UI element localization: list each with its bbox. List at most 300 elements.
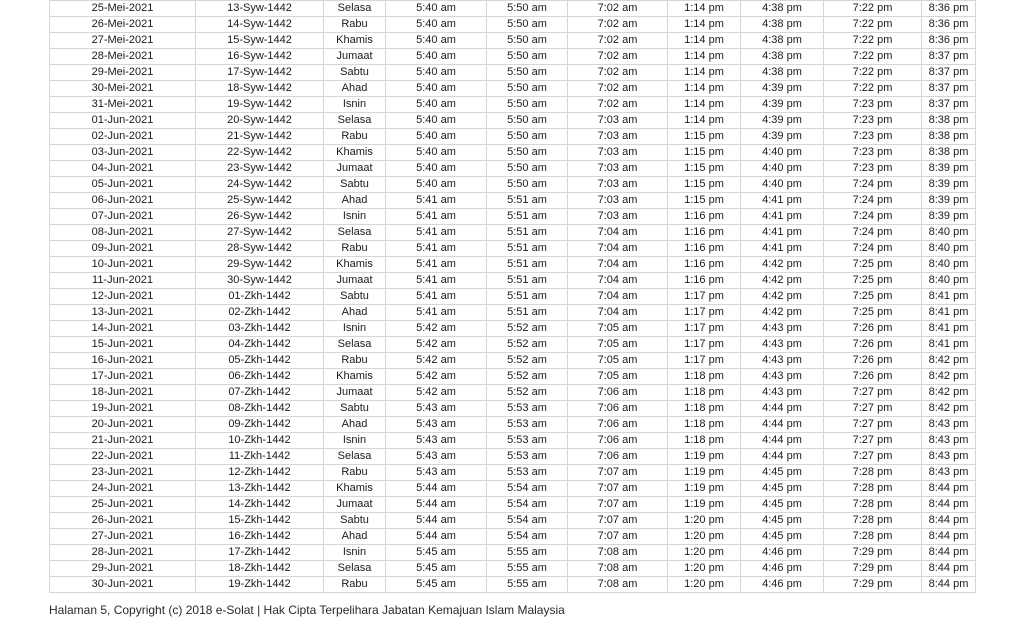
maghrib-time-cell: 7:29 pm (824, 577, 922, 593)
syuruk-time-cell: 7:04 am (568, 225, 668, 241)
table-row (50, 529, 976, 545)
zohor-time-cell: 1:14 pm (668, 33, 741, 49)
maghrib-time-cell: 7:22 pm (824, 65, 922, 81)
imsak-time-cell: 5:41 am (386, 209, 487, 225)
imsak-time-cell: 5:40 am (386, 65, 487, 81)
day-cell: Rabu (324, 465, 386, 481)
table-row (50, 1, 976, 17)
subuh-time-cell: 5:54 am (487, 481, 568, 497)
table-row (50, 193, 976, 209)
day-cell: Isnin (324, 209, 386, 225)
day-cell: Rabu (324, 129, 386, 145)
isyak-time-cell: 8:44 pm (922, 561, 976, 577)
zohor-time-cell: 1:14 pm (668, 17, 741, 33)
zohor-time-cell: 1:17 pm (668, 353, 741, 369)
table-row (50, 257, 976, 273)
gregorian-date-cell: 14-Jun-2021 (50, 321, 196, 337)
isyak-time-cell: 8:38 pm (922, 113, 976, 129)
maghrib-time-cell: 7:26 pm (824, 369, 922, 385)
day-cell: Jumaat (324, 497, 386, 513)
zohor-time-cell: 1:18 pm (668, 369, 741, 385)
table-row (50, 369, 976, 385)
imsak-time-cell: 5:40 am (386, 81, 487, 97)
zohor-time-cell: 1:16 pm (668, 225, 741, 241)
hijri-date-cell: 27-Syw-1442 (196, 225, 324, 241)
gregorian-date-cell: 28-Jun-2021 (50, 545, 196, 561)
maghrib-time-cell: 7:26 pm (824, 353, 922, 369)
gregorian-date-cell: 13-Jun-2021 (50, 305, 196, 321)
isyak-time-cell: 8:38 pm (922, 129, 976, 145)
day-cell: Khamis (324, 257, 386, 273)
maghrib-time-cell: 7:22 pm (824, 17, 922, 33)
table-row (50, 385, 976, 401)
subuh-time-cell: 5:50 am (487, 17, 568, 33)
table-row (50, 305, 976, 321)
asar-time-cell: 4:40 pm (741, 177, 824, 193)
subuh-time-cell: 5:51 am (487, 241, 568, 257)
subuh-time-cell: 5:52 am (487, 385, 568, 401)
syuruk-time-cell: 7:07 am (568, 481, 668, 497)
isyak-time-cell: 8:44 pm (922, 545, 976, 561)
hijri-date-cell: 19-Syw-1442 (196, 97, 324, 113)
zohor-time-cell: 1:14 pm (668, 97, 741, 113)
table-row (50, 145, 976, 161)
hijri-date-cell: 14-Syw-1442 (196, 17, 324, 33)
gregorian-date-cell: 29-Jun-2021 (50, 561, 196, 577)
maghrib-time-cell: 7:24 pm (824, 225, 922, 241)
asar-time-cell: 4:41 pm (741, 209, 824, 225)
day-cell: Khamis (324, 369, 386, 385)
subuh-time-cell: 5:53 am (487, 449, 568, 465)
table-row (50, 337, 976, 353)
zohor-time-cell: 1:16 pm (668, 209, 741, 225)
syuruk-time-cell: 7:02 am (568, 49, 668, 65)
hijri-date-cell: 25-Syw-1442 (196, 193, 324, 209)
day-cell: Selasa (324, 561, 386, 577)
subuh-time-cell: 5:53 am (487, 417, 568, 433)
zohor-time-cell: 1:20 pm (668, 529, 741, 545)
syuruk-time-cell: 7:06 am (568, 433, 668, 449)
gregorian-date-cell: 04-Jun-2021 (50, 161, 196, 177)
isyak-time-cell: 8:39 pm (922, 161, 976, 177)
asar-time-cell: 4:44 pm (741, 433, 824, 449)
gregorian-date-cell: 08-Jun-2021 (50, 225, 196, 241)
syuruk-time-cell: 7:05 am (568, 353, 668, 369)
asar-time-cell: 4:42 pm (741, 257, 824, 273)
imsak-time-cell: 5:40 am (386, 49, 487, 65)
syuruk-time-cell: 7:05 am (568, 321, 668, 337)
zohor-time-cell: 1:14 pm (668, 81, 741, 97)
maghrib-time-cell: 7:23 pm (824, 161, 922, 177)
zohor-time-cell: 1:15 pm (668, 129, 741, 145)
gregorian-date-cell: 10-Jun-2021 (50, 257, 196, 273)
isyak-time-cell: 8:44 pm (922, 497, 976, 513)
zohor-time-cell: 1:15 pm (668, 161, 741, 177)
zohor-time-cell: 1:17 pm (668, 305, 741, 321)
day-cell: Selasa (324, 337, 386, 353)
maghrib-time-cell: 7:24 pm (824, 177, 922, 193)
imsak-time-cell: 5:40 am (386, 161, 487, 177)
syuruk-time-cell: 7:07 am (568, 513, 668, 529)
zohor-time-cell: 1:18 pm (668, 417, 741, 433)
imsak-time-cell: 5:40 am (386, 129, 487, 145)
zohor-time-cell: 1:18 pm (668, 385, 741, 401)
gregorian-date-cell: 12-Jun-2021 (50, 289, 196, 305)
asar-time-cell: 4:39 pm (741, 81, 824, 97)
zohor-time-cell: 1:16 pm (668, 241, 741, 257)
maghrib-time-cell: 7:23 pm (824, 97, 922, 113)
table-row (50, 481, 976, 497)
zohor-time-cell: 1:20 pm (668, 577, 741, 593)
isyak-time-cell: 8:42 pm (922, 401, 976, 417)
hijri-date-cell: 08-Zkh-1442 (196, 401, 324, 417)
imsak-time-cell: 5:43 am (386, 449, 487, 465)
subuh-time-cell: 5:51 am (487, 273, 568, 289)
syuruk-time-cell: 7:03 am (568, 161, 668, 177)
asar-time-cell: 4:45 pm (741, 513, 824, 529)
maghrib-time-cell: 7:26 pm (824, 321, 922, 337)
day-cell: Rabu (324, 17, 386, 33)
imsak-time-cell: 5:44 am (386, 513, 487, 529)
asar-time-cell: 4:40 pm (741, 145, 824, 161)
day-cell: Selasa (324, 113, 386, 129)
isyak-time-cell: 8:37 pm (922, 81, 976, 97)
asar-time-cell: 4:42 pm (741, 305, 824, 321)
maghrib-time-cell: 7:22 pm (824, 49, 922, 65)
asar-time-cell: 4:42 pm (741, 273, 824, 289)
syuruk-time-cell: 7:07 am (568, 529, 668, 545)
table-row (50, 561, 976, 577)
hijri-date-cell: 20-Syw-1442 (196, 113, 324, 129)
syuruk-time-cell: 7:06 am (568, 417, 668, 433)
table-row (50, 289, 976, 305)
syuruk-time-cell: 7:06 am (568, 449, 668, 465)
subuh-time-cell: 5:50 am (487, 129, 568, 145)
gregorian-date-cell: 17-Jun-2021 (50, 369, 196, 385)
imsak-time-cell: 5:43 am (386, 465, 487, 481)
day-cell: Isnin (324, 433, 386, 449)
imsak-time-cell: 5:41 am (386, 257, 487, 273)
subuh-time-cell: 5:51 am (487, 289, 568, 305)
syuruk-time-cell: 7:04 am (568, 241, 668, 257)
asar-time-cell: 4:39 pm (741, 129, 824, 145)
day-cell: Isnin (324, 97, 386, 113)
asar-time-cell: 4:41 pm (741, 193, 824, 209)
maghrib-time-cell: 7:24 pm (824, 209, 922, 225)
syuruk-time-cell: 7:02 am (568, 33, 668, 49)
maghrib-time-cell: 7:22 pm (824, 1, 922, 17)
hijri-date-cell: 16-Zkh-1442 (196, 529, 324, 545)
syuruk-time-cell: 7:02 am (568, 81, 668, 97)
imsak-time-cell: 5:41 am (386, 225, 487, 241)
prayer-times-table (49, 0, 976, 593)
table-row (50, 321, 976, 337)
syuruk-time-cell: 7:03 am (568, 145, 668, 161)
table-row (50, 273, 976, 289)
imsak-time-cell: 5:44 am (386, 529, 487, 545)
maghrib-time-cell: 7:28 pm (824, 465, 922, 481)
day-cell: Isnin (324, 321, 386, 337)
subuh-time-cell: 5:50 am (487, 145, 568, 161)
day-cell: Khamis (324, 145, 386, 161)
hijri-date-cell: 07-Zkh-1442 (196, 385, 324, 401)
hijri-date-cell: 03-Zkh-1442 (196, 321, 324, 337)
hijri-date-cell: 18-Zkh-1442 (196, 561, 324, 577)
gregorian-date-cell: 05-Jun-2021 (50, 177, 196, 193)
gregorian-date-cell: 16-Jun-2021 (50, 353, 196, 369)
asar-time-cell: 4:38 pm (741, 17, 824, 33)
imsak-time-cell: 5:43 am (386, 417, 487, 433)
maghrib-time-cell: 7:27 pm (824, 417, 922, 433)
maghrib-time-cell: 7:29 pm (824, 561, 922, 577)
zohor-time-cell: 1:17 pm (668, 321, 741, 337)
hijri-date-cell: 19-Zkh-1442 (196, 577, 324, 593)
gregorian-date-cell: 23-Jun-2021 (50, 465, 196, 481)
asar-time-cell: 4:38 pm (741, 1, 824, 17)
syuruk-time-cell: 7:02 am (568, 97, 668, 113)
imsak-time-cell: 5:40 am (386, 145, 487, 161)
isyak-time-cell: 8:41 pm (922, 321, 976, 337)
zohor-time-cell: 1:18 pm (668, 433, 741, 449)
maghrib-time-cell: 7:29 pm (824, 545, 922, 561)
isyak-time-cell: 8:40 pm (922, 241, 976, 257)
imsak-time-cell: 5:40 am (386, 97, 487, 113)
table-row (50, 49, 976, 65)
table-row (50, 465, 976, 481)
table-row (50, 577, 976, 593)
hijri-date-cell: 17-Zkh-1442 (196, 545, 324, 561)
table-row (50, 353, 976, 369)
day-cell: Sabtu (324, 289, 386, 305)
isyak-time-cell: 8:43 pm (922, 417, 976, 433)
zohor-time-cell: 1:19 pm (668, 481, 741, 497)
table-row (50, 129, 976, 145)
asar-time-cell: 4:39 pm (741, 113, 824, 129)
table-row (50, 81, 976, 97)
hijri-date-cell: 28-Syw-1442 (196, 241, 324, 257)
isyak-time-cell: 8:42 pm (922, 353, 976, 369)
maghrib-time-cell: 7:27 pm (824, 433, 922, 449)
hijri-date-cell: 15-Syw-1442 (196, 33, 324, 49)
isyak-time-cell: 8:41 pm (922, 289, 976, 305)
syuruk-time-cell: 7:05 am (568, 337, 668, 353)
subuh-time-cell: 5:52 am (487, 337, 568, 353)
day-cell: Ahad (324, 305, 386, 321)
asar-time-cell: 4:44 pm (741, 417, 824, 433)
isyak-time-cell: 8:44 pm (922, 513, 976, 529)
isyak-time-cell: 8:40 pm (922, 273, 976, 289)
maghrib-time-cell: 7:27 pm (824, 449, 922, 465)
table-row (50, 113, 976, 129)
gregorian-date-cell: 03-Jun-2021 (50, 145, 196, 161)
maghrib-time-cell: 7:28 pm (824, 497, 922, 513)
syuruk-time-cell: 7:03 am (568, 177, 668, 193)
day-cell: Khamis (324, 33, 386, 49)
syuruk-time-cell: 7:08 am (568, 577, 668, 593)
subuh-time-cell: 5:51 am (487, 209, 568, 225)
maghrib-time-cell: 7:25 pm (824, 257, 922, 273)
syuruk-time-cell: 7:08 am (568, 545, 668, 561)
syuruk-time-cell: 7:03 am (568, 113, 668, 129)
subuh-time-cell: 5:51 am (487, 225, 568, 241)
day-cell: Isnin (324, 545, 386, 561)
table-row (50, 513, 976, 529)
imsak-time-cell: 5:41 am (386, 273, 487, 289)
gregorian-date-cell: 28-Mei-2021 (50, 49, 196, 65)
day-cell: Sabtu (324, 65, 386, 81)
maghrib-time-cell: 7:28 pm (824, 481, 922, 497)
hijri-date-cell: 24-Syw-1442 (196, 177, 324, 193)
zohor-time-cell: 1:14 pm (668, 1, 741, 17)
day-cell: Jumaat (324, 273, 386, 289)
table-row (50, 433, 976, 449)
isyak-time-cell: 8:40 pm (922, 225, 976, 241)
day-cell: Selasa (324, 449, 386, 465)
day-cell: Sabtu (324, 401, 386, 417)
maghrib-time-cell: 7:22 pm (824, 81, 922, 97)
subuh-time-cell: 5:54 am (487, 529, 568, 545)
gregorian-date-cell: 26-Mei-2021 (50, 17, 196, 33)
imsak-time-cell: 5:41 am (386, 193, 487, 209)
day-cell: Khamis (324, 481, 386, 497)
isyak-time-cell: 8:41 pm (922, 337, 976, 353)
table-row (50, 497, 976, 513)
subuh-time-cell: 5:51 am (487, 257, 568, 273)
syuruk-time-cell: 7:07 am (568, 497, 668, 513)
asar-time-cell: 4:40 pm (741, 161, 824, 177)
isyak-time-cell: 8:36 pm (922, 17, 976, 33)
asar-time-cell: 4:38 pm (741, 65, 824, 81)
imsak-time-cell: 5:41 am (386, 289, 487, 305)
maghrib-time-cell: 7:27 pm (824, 401, 922, 417)
isyak-time-cell: 8:44 pm (922, 529, 976, 545)
maghrib-time-cell: 7:24 pm (824, 193, 922, 209)
subuh-time-cell: 5:52 am (487, 321, 568, 337)
maghrib-time-cell: 7:23 pm (824, 113, 922, 129)
syuruk-time-cell: 7:05 am (568, 369, 668, 385)
asar-time-cell: 4:41 pm (741, 241, 824, 257)
syuruk-time-cell: 7:04 am (568, 305, 668, 321)
syuruk-time-cell: 7:03 am (568, 129, 668, 145)
imsak-time-cell: 5:42 am (386, 321, 487, 337)
imsak-time-cell: 5:40 am (386, 177, 487, 193)
zohor-time-cell: 1:19 pm (668, 449, 741, 465)
asar-time-cell: 4:45 pm (741, 465, 824, 481)
maghrib-time-cell: 7:25 pm (824, 289, 922, 305)
imsak-time-cell: 5:42 am (386, 337, 487, 353)
hijri-date-cell: 09-Zkh-1442 (196, 417, 324, 433)
zohor-time-cell: 1:17 pm (668, 337, 741, 353)
table-row (50, 33, 976, 49)
hijri-date-cell: 10-Zkh-1442 (196, 433, 324, 449)
zohor-time-cell: 1:20 pm (668, 513, 741, 529)
zohor-time-cell: 1:17 pm (668, 289, 741, 305)
imsak-time-cell: 5:44 am (386, 481, 487, 497)
zohor-time-cell: 1:19 pm (668, 497, 741, 513)
table-row (50, 241, 976, 257)
gregorian-date-cell: 22-Jun-2021 (50, 449, 196, 465)
syuruk-time-cell: 7:07 am (568, 465, 668, 481)
isyak-time-cell: 8:44 pm (922, 577, 976, 593)
isyak-time-cell: 8:36 pm (922, 1, 976, 17)
imsak-time-cell: 5:40 am (386, 113, 487, 129)
isyak-time-cell: 8:37 pm (922, 49, 976, 65)
gregorian-date-cell: 31-Mei-2021 (50, 97, 196, 113)
hijri-date-cell: 12-Zkh-1442 (196, 465, 324, 481)
asar-time-cell: 4:38 pm (741, 33, 824, 49)
subuh-time-cell: 5:50 am (487, 177, 568, 193)
hijri-date-cell: 13-Zkh-1442 (196, 481, 324, 497)
gregorian-date-cell: 24-Jun-2021 (50, 481, 196, 497)
gregorian-date-cell: 20-Jun-2021 (50, 417, 196, 433)
isyak-time-cell: 8:44 pm (922, 481, 976, 497)
hijri-date-cell: 13-Syw-1442 (196, 1, 324, 17)
isyak-time-cell: 8:38 pm (922, 145, 976, 161)
subuh-time-cell: 5:55 am (487, 561, 568, 577)
asar-time-cell: 4:43 pm (741, 337, 824, 353)
zohor-time-cell: 1:14 pm (668, 65, 741, 81)
isyak-time-cell: 8:43 pm (922, 433, 976, 449)
zohor-time-cell: 1:16 pm (668, 257, 741, 273)
day-cell: Rabu (324, 577, 386, 593)
hijri-date-cell: 23-Syw-1442 (196, 161, 324, 177)
isyak-time-cell: 8:42 pm (922, 369, 976, 385)
gregorian-date-cell: 25-Jun-2021 (50, 497, 196, 513)
day-cell: Rabu (324, 353, 386, 369)
gregorian-date-cell: 25-Mei-2021 (50, 1, 196, 17)
asar-time-cell: 4:46 pm (741, 545, 824, 561)
asar-time-cell: 4:41 pm (741, 225, 824, 241)
hijri-date-cell: 16-Syw-1442 (196, 49, 324, 65)
isyak-time-cell: 8:39 pm (922, 209, 976, 225)
gregorian-date-cell: 18-Jun-2021 (50, 385, 196, 401)
subuh-time-cell: 5:54 am (487, 497, 568, 513)
hijri-date-cell: 26-Syw-1442 (196, 209, 324, 225)
imsak-time-cell: 5:43 am (386, 401, 487, 417)
gregorian-date-cell: 27-Mei-2021 (50, 33, 196, 49)
table-row (50, 17, 976, 33)
day-cell: Ahad (324, 193, 386, 209)
asar-time-cell: 4:44 pm (741, 401, 824, 417)
table-row (50, 449, 976, 465)
asar-time-cell: 4:43 pm (741, 353, 824, 369)
subuh-time-cell: 5:53 am (487, 401, 568, 417)
syuruk-time-cell: 7:04 am (568, 273, 668, 289)
subuh-time-cell: 5:50 am (487, 33, 568, 49)
isyak-time-cell: 8:37 pm (922, 65, 976, 81)
imsak-time-cell: 5:42 am (386, 385, 487, 401)
subuh-time-cell: 5:53 am (487, 433, 568, 449)
gregorian-date-cell: 19-Jun-2021 (50, 401, 196, 417)
hijri-date-cell: 14-Zkh-1442 (196, 497, 324, 513)
gregorian-date-cell: 07-Jun-2021 (50, 209, 196, 225)
gregorian-date-cell: 15-Jun-2021 (50, 337, 196, 353)
subuh-time-cell: 5:51 am (487, 305, 568, 321)
day-cell: Sabtu (324, 513, 386, 529)
asar-time-cell: 4:42 pm (741, 289, 824, 305)
table-row (50, 545, 976, 561)
syuruk-time-cell: 7:06 am (568, 401, 668, 417)
syuruk-time-cell: 7:03 am (568, 209, 668, 225)
table-row (50, 177, 976, 193)
asar-time-cell: 4:46 pm (741, 577, 824, 593)
isyak-time-cell: 8:43 pm (922, 449, 976, 465)
day-cell: Jumaat (324, 161, 386, 177)
subuh-time-cell: 5:50 am (487, 1, 568, 17)
asar-time-cell: 4:45 pm (741, 481, 824, 497)
hijri-date-cell: 06-Zkh-1442 (196, 369, 324, 385)
asar-time-cell: 4:44 pm (741, 449, 824, 465)
